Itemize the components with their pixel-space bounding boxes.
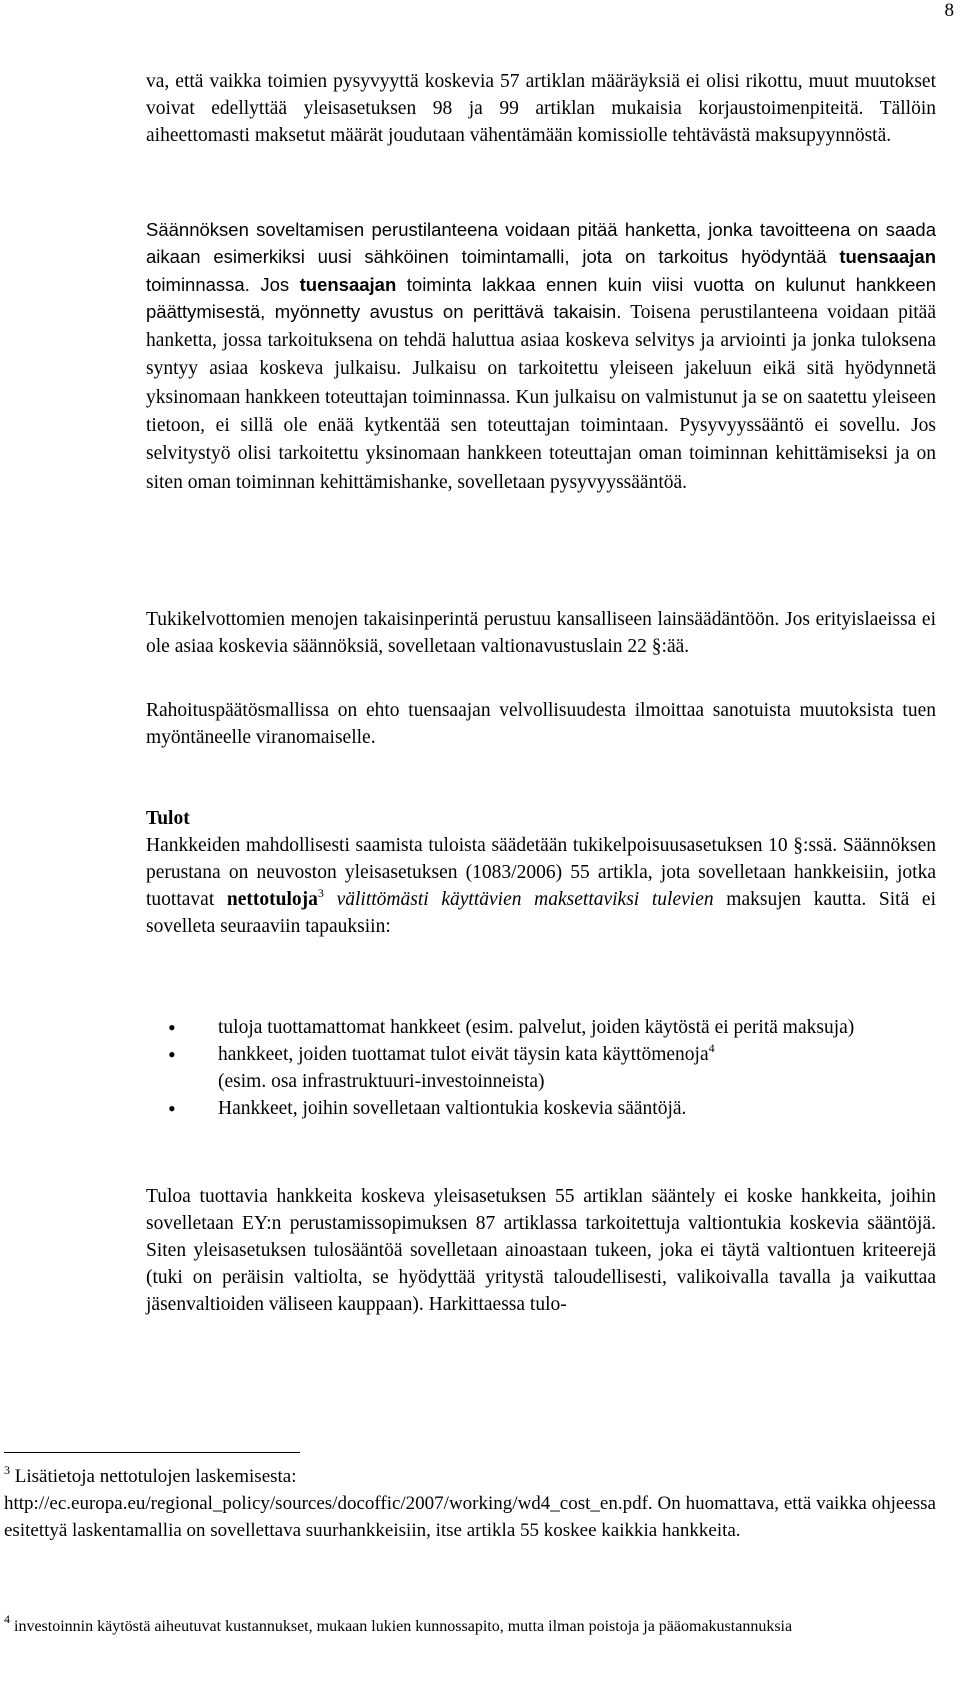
page-number: 8 [944, 0, 954, 21]
section-tulot [146, 805, 936, 940]
paragraph-5: Hankkeiden mahdollisesti saamista tuloista säädetään tukikelpoisuusasetuksen 10 §:ssä. Säännöksen perustana on neuvoston yleisasetuksen (1083/2006) 55 artikla, jota sovelletaan hankkeisiin, jotka tuottavat nettotuloja$^3$ välittömästi käyttävien maksettaviksi tulevien maksujen kautta. Sitä ei sovelleta seuraaviin tapauksiin: [146, 835, 937, 937]
bullet-icon: • [168, 1042, 176, 1067]
footnote-link: http://ec.europa.eu/regional_policy/sources/docoffic/2007/working/wd4_cost_en.pdf. On huomattava, että vaikka ohjeessa esitettyä laskentamallia on sovellettava suurhankkeisiin, itse artikla 55 koskee kaikkia hankkeita. [4, 1493, 936, 1541]
bullet-icon: • [168, 1096, 176, 1121]
footnote-divider [4, 1452, 300, 1453]
main-text [146, 68, 936, 149]
paragraph-4: Rahoituspäätösmallissa on ehto tuensaajan velvollisuudesta ilmoittaa sanotuista muutoksista tuen myöntäneelle viranomaiselle. [146, 700, 936, 748]
footnote-3: $^3$ Lisätietoja nettotulojen laskemisesta: http://ec.europa.eu/regional_policy/sources/docoffic/2007/working/wd4_cost_en.pdf. On huomattava, että vaikka ohjeessa esitettyä laskentamallia on sovellettava suurhankkeisiin, itse artikla 55 koskee kaikkia hankkeita. [4, 1463, 936, 1541]
bullet-icon: • [168, 1015, 176, 1040]
paragraph-1: va, että vaikka toimien pysyvyyttä koskevia 57 artiklan määräyksiä ei olisi rikottu, muut muutokset voivat edellyttää yleisasetuksen 98 ja 99 artiklan mukaisia korjaustoimenpiteitä. Tällöin aiheettomasti maksetut määrät joudutaan vähentämään komissiolle tehtävästä maksupyynnöstä. [146, 71, 936, 146]
list-item: • hankkeet, joiden tuottamat tulot eivät täysin kata käyttömenoja$^4$ (esim. osa infrastruktuuri-investoinneista) [168, 1041, 715, 1092]
paragraph-3: Tukikelvottomien menojen takaisinperintä perustuu kansalliseen lainsäädäntöön. Jos erityislaeissa ei ole asiaa koskevia säännöksiä, sovelletaan valtionavustuslain 22 §:ää. [146, 609, 936, 657]
bullet-list [168, 1014, 936, 1122]
footnote-ref-4: 4 [708, 1041, 715, 1055]
heading-tulot: Tulot [146, 808, 190, 829]
footnote-4: $^4$ investoinnin käytöstä aiheutuvat kustannukset, mukaan lukien kunnossapito, mutta ilman poistoja ja pääomakustannuksia [4, 1612, 793, 1635]
paragraph-2: Säännöksen soveltamisen perustilanteena voidaan pitää hanketta, jonka tavoitteena on saada aikaan esimerkiksi uusi sähköinen toimintamalli, jota on tarkoitus hyödyntää tuensaajan toiminnassa. Jos tuensaajan toiminta lakkaa ennen kuin viisi vuotta on kulunut hankkeen päättymisestä, myönnetty avustus on perittävä takaisin. Toisena perustilanteena voidaan pitää hanketta, jossa tarkoituksena on tehdä haluttua asiaa koskeva selvitys ja arviointi ja jonka tuloksena syntyy asiaa koskeva julkaisu. Julkaisu on tarkoitettu yleiseen jakeluun eikä sitä hyödynnetä yksinomaan hankkeen toteuttajan toiminnassa. Kun julkaisu on valmistunut ja se on saatettu yleiseen tietoon, ei sillä ole enää kytkentää sen toteuttajan toimintaan. Pysyvyyssääntö ei sovellu. Jos selvitystyö olisi tarkoitettu yksinomaan hankkeen toteuttajan oman toiminnan kehittämiseksi ja on siten oman toiminnan kehittämishanke, sovelletaan pysyvyyssääntöä. [146, 219, 936, 493]
paragraph-6: Tuloa tuottavia hankkeita koskeva yleisasetuksen 55 artiklan sääntely ei koske hankkeita, joihin sovelletaan EY:n perustamissopimuksen 87 artiklassa tarkoitettuja valtiontukia koskevia sääntöjä. Siten yleisasetuksen tulosääntöä sovelletaan ainoastaan tukeen, joka ei täytä valtiontuen kriteerejä (tuki on peräisin valtiolta, se hyödyttää yritystä taloudellisesti, valikoivalla tavalla ja vaikuttaa jäsenvaltioiden väliseen kauppaan). Harkittaessa tulo- [146, 1186, 936, 1315]
list-item: • tuloja tuottamattomat hankkeet (esim. palvelut, joiden käytöstä ei peritä maksuja) [168, 1015, 855, 1040]
footnote-ref-3: 3 [317, 886, 324, 900]
list-item: • Hankkeet, joihin sovelletaan valtiontukia koskevia sääntöjä. [168, 1096, 687, 1121]
